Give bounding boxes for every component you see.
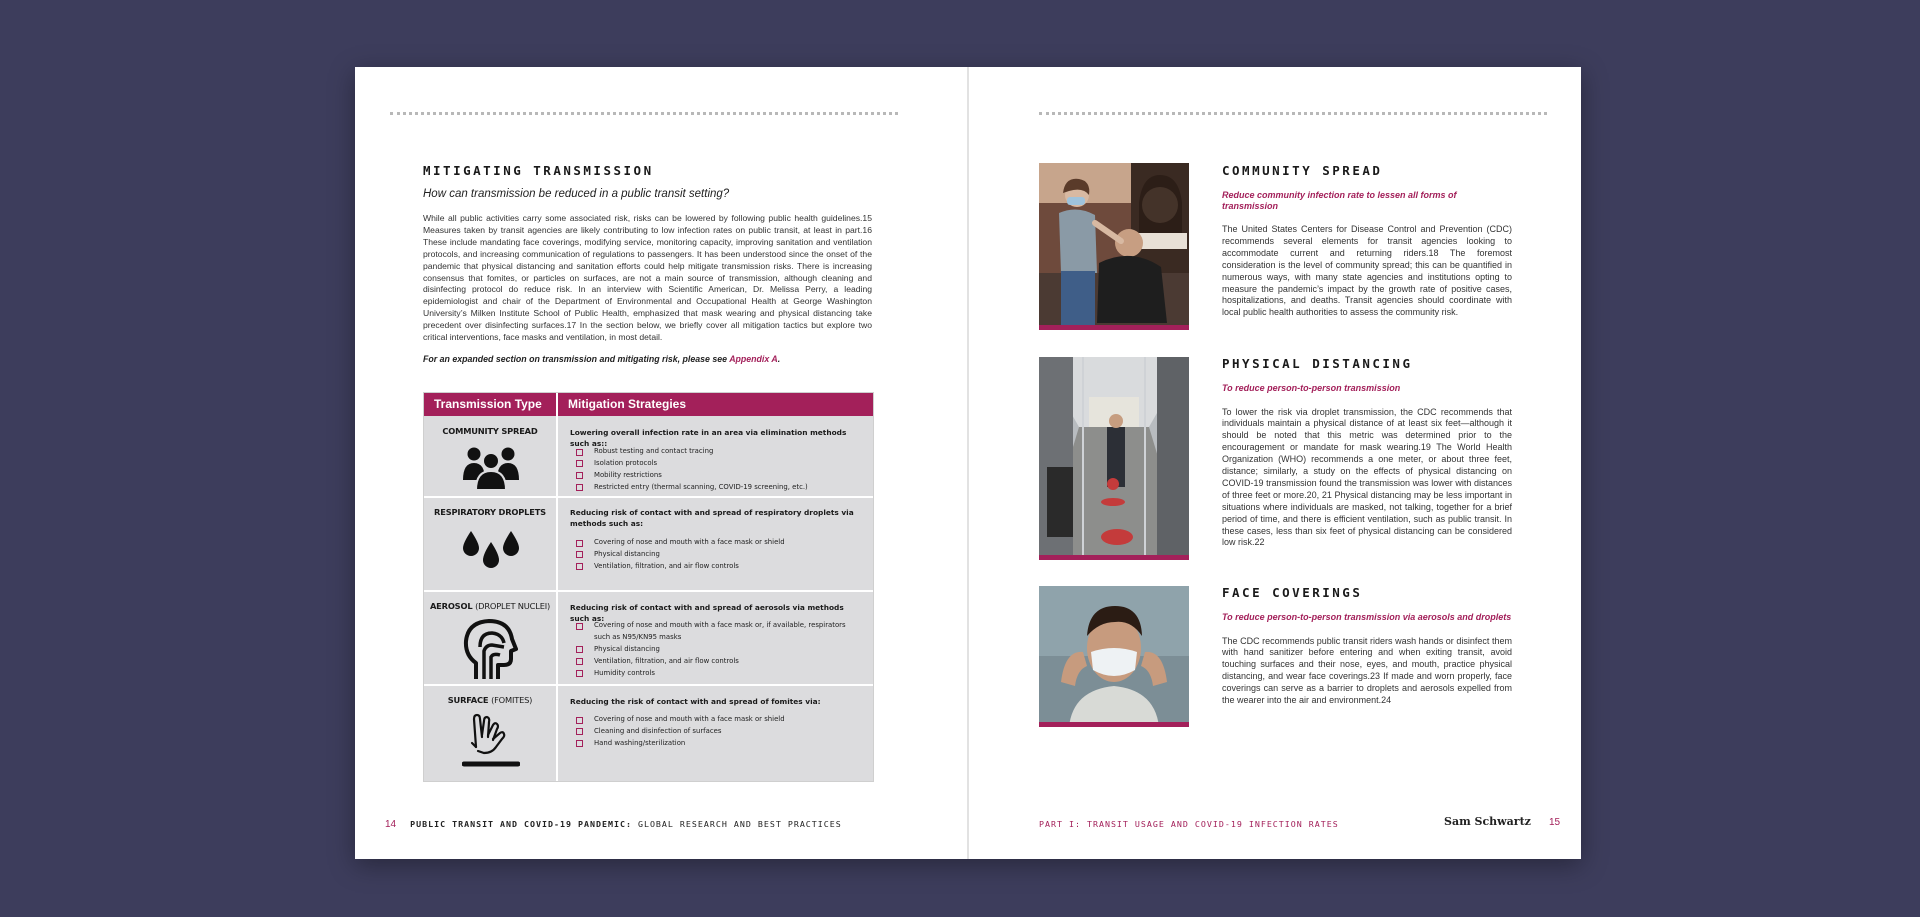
mitigating-section — [423, 163, 872, 364]
section-body: To lower the risk via droplet transmission, the CDC recommends that individuals maintain a physical distance of at least six feet—although it should be noted that this metric was determined prior to the encouragement or mandate for mask wearing.19 The World Health Organization (WHO) recommends a one meter, or about three feet, distance; similarly, a study on the effects of physical distancing on COVID-19 transmission found the transmission was lower with distances of three feet or more.20, 21 Physical distancing may be less important in situations where individuals are masked, not talking, together for a brief period of time, and there is efficient ventilation, such as public transit. In these cases, less than six feet of physical distancing can be considered low risk.22 — [1222, 406, 1512, 548]
page-number: 15 — [1549, 817, 1561, 828]
document-spread — [355, 67, 1581, 859]
appendix-link[interactable]: Appendix A — [729, 353, 778, 364]
left-footer — [385, 819, 842, 830]
list-item: Mobility restrictions — [576, 470, 861, 482]
dotted-rule — [390, 112, 898, 115]
dotted-rule — [1039, 112, 1547, 115]
list-item: Covering of nose and mouth with a face mask or shield — [576, 714, 861, 726]
section-question: How can transmission be reduced in a public transit setting? — [423, 188, 730, 200]
list-item: Restricted entry (thermal scanning, COVID-19 screening, etc.) — [576, 482, 861, 494]
transmission-type: AEROSOL (DROPLET NUCLEI) — [429, 601, 551, 611]
section-title: COMMUNITY SPREAD — [1222, 163, 1383, 178]
section-subtitle: To reduce person-to-person transmission — [1222, 383, 1401, 393]
list-item: Hand washing/sterilization — [576, 738, 861, 750]
list-item: Physical distancing — [576, 549, 861, 561]
header-transmission-type: Transmission Type — [434, 397, 542, 411]
section-title: FACE COVERINGS — [1222, 585, 1363, 600]
mitigation-list — [576, 714, 861, 750]
section-title: MITIGATING TRANSMISSION — [423, 163, 654, 178]
mitigation-list — [576, 620, 861, 680]
transmission-type: RESPIRATORY DROPLETS — [434, 507, 546, 517]
expanded-suffix: . — [777, 353, 781, 364]
mitigation-heading: Reducing the risk of contact with and spread of fomites via: — [570, 697, 821, 706]
list-item: Robust testing and contact tracing — [576, 446, 861, 458]
page-number: 14 — [385, 819, 397, 830]
mitigation-table — [423, 392, 874, 782]
people-group-icon — [462, 444, 520, 495]
expanded-note — [423, 354, 872, 364]
list-item: Physical distancing — [576, 644, 861, 656]
list-item: Ventilation, filtration, and air flow controls — [576, 656, 861, 668]
brand-logo: Sam Schwartz — [1444, 815, 1531, 828]
train-interior-photo — [1039, 357, 1189, 560]
mitigation-heading: Reducing risk of contact with and spread of respiratory droplets via methods such as: — [570, 508, 854, 528]
left-page — [355, 67, 967, 859]
face-coverings-section — [1222, 585, 1512, 707]
footer-part-label: PART I: TRANSIT USAGE AND COVID-19 INFECTION RATES — [1039, 819, 1339, 829]
hand-surface-icon — [462, 713, 520, 774]
transmission-type: COMMUNITY SPREAD — [442, 426, 538, 436]
table-header — [424, 393, 873, 416]
section-subtitle: To reduce person-to-person transmission via aerosols and droplets — [1222, 612, 1512, 622]
barber-photo — [1039, 163, 1189, 330]
mask-man-photo — [1039, 586, 1189, 727]
section-body: The United States Centers for Disease Control and Prevention (CDC) recommends several elements for transit agencies looking to accommodate current and returning riders.18 The foremost consideration is the level of community spread; this can be quantified in numerous ways, with many state agencies and institutions opting to measure the pandemic’s impact by the growth rate of positive cases, hospitalizations, and deaths. Transit agencies should coordinate with local public health authorities to assess the community risk. — [1222, 224, 1512, 318]
list-item: Isolation protocols — [576, 458, 861, 470]
list-item: Covering of nose and mouth with a face mask or, if available, respirators such as N95/KN95 masks — [576, 620, 861, 644]
section-title: PHYSICAL DISTANCING — [1222, 356, 1413, 371]
physical-distancing-section — [1222, 356, 1512, 549]
section-paragraph: While all public activities carry some associated risk, risks can be lowered by following public health guidelines.15 Measures taken by transit agencies are likely contributing to low infection rates on public transit, at least in part.16 These include mandating face coverings, modifying service, monitoring capacity, improving sanitation and ventilation protocols, and increasing communication of regulations to passengers. It has been understood since the onset of the pandemic that physical distancing and sanitation efforts could help mitigate transmission risks. There is increasing consensus that fomites, or particles on surfaces, are not a main source of transmission, although cleaning and disinfecting protocol do reduce risk. In an interview with Scientific American, Dr. Melissa Perry, a leading epidemiologist and chair of the Department of Environmental and Occupational Health at George Washington University’s Milken Institute School of Public Health, emphasized that mask wearing and physical distancing take precedent over disinfecting surfaces.17 In the section below, we briefly cover all mitigation tactics but explore two critical interventions, face masks and ventilation, in most detail. — [423, 213, 872, 343]
mitigation-heading: Reducing risk of contact with and spread of aerosols via methods such as: — [570, 603, 844, 623]
list-item: Ventilation, filtration, and air flow controls — [576, 561, 861, 573]
transmission-type: SURFACE (FOMITES) — [447, 695, 533, 705]
footer-title-rest: GLOBAL RESEARCH AND BEST PRACTICES — [631, 819, 842, 829]
mitigation-list — [576, 537, 861, 573]
head-airway-icon — [462, 617, 518, 686]
footer-title-bold: PUBLIC TRANSIT AND COVID-19 PANDEMIC: — [410, 819, 632, 829]
droplets-icon — [462, 529, 520, 576]
expanded-prefix: For an expanded section on transmission and mitigating risk, please see — [423, 353, 730, 364]
section-body: The CDC recommends public transit riders wash hands or disinfect them with hand sanitizer before entering and when exiting transit, avoid touching surfaces and their nose, eyes, and mouth, practice physical distancing, and wear face coverings.23 If made and worn properly, face coverings can serve as a barrier to droplets and aerosols expelled from the wearer into the air and environment.24 — [1222, 635, 1512, 706]
mitigation-heading: Lowering overall infection rate in an area via elimination methods such as:: — [570, 428, 847, 448]
community-spread-section — [1222, 163, 1512, 319]
right-page — [969, 67, 1581, 859]
list-item: Humidity controls — [576, 668, 861, 680]
list-item: Covering of nose and mouth with a face mask or shield — [576, 537, 861, 549]
header-mitigation-strategies: Mitigation Strategies — [568, 397, 687, 411]
list-item: Cleaning and disinfection of surfaces — [576, 726, 861, 738]
section-subtitle: Reduce community infection rate to lessen all forms of transmission — [1222, 190, 1457, 211]
mitigation-list — [576, 446, 861, 494]
